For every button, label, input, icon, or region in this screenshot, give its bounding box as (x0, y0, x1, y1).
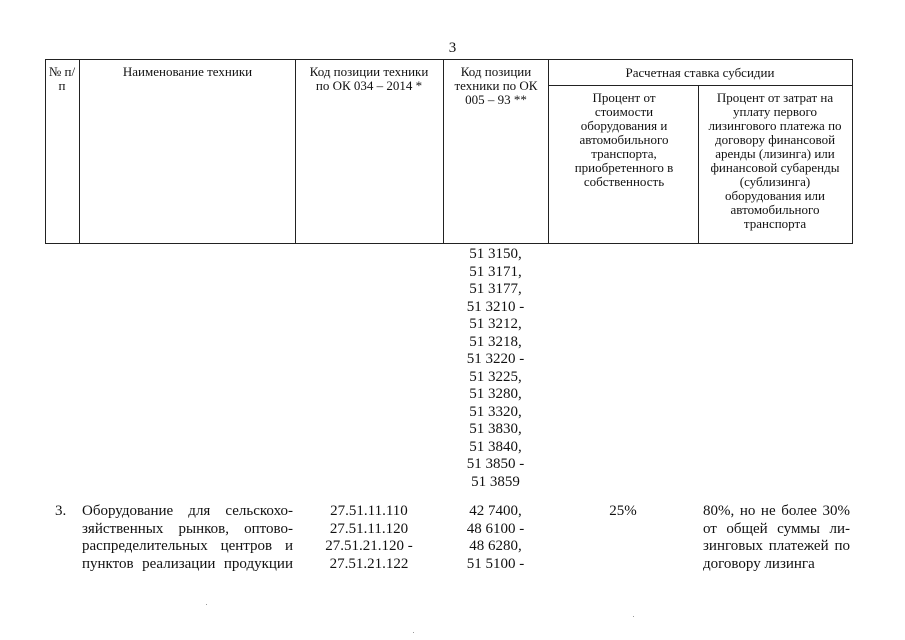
lease-line: договору лизинга (703, 555, 815, 572)
row-number: 3. (55, 503, 67, 519)
row-okp-codes (443, 503, 548, 573)
code-line: 51 3850 - (466, 456, 525, 472)
code-line: 51 3840, (469, 438, 522, 455)
vertical-rule (698, 85, 699, 244)
code-line: 51 5100 - (466, 555, 525, 572)
code-line: 27.51.11.120 (329, 520, 409, 537)
code-line: 51 3280, (469, 386, 522, 402)
vertical-rule (443, 59, 444, 244)
row-rate-lease (703, 503, 850, 573)
lease-line: зинговых платежей по (703, 538, 850, 554)
code-line: 51 3212, (469, 316, 522, 332)
header-bottom-rule (45, 243, 853, 244)
header-okp-code: Код позиции техники по ОК 005 – 93 ** (454, 64, 538, 107)
header-subsidy-rate: Расчетная ставка субсидии (625, 65, 775, 80)
code-line: 51 3218, (469, 333, 522, 350)
rate-subheader-rule (548, 85, 853, 86)
name-line: Оборудование для сельскохо- (82, 503, 293, 519)
code-line: 51 3150, (469, 246, 522, 262)
header-rate-purchase: Процент от стоимости оборудования и автомобильного транспорта, приобретенного в собственность (574, 90, 674, 189)
vertical-rule (45, 59, 46, 244)
code-line: 27.51.21.122 (329, 555, 409, 572)
code-line: 48 6100 - (466, 520, 525, 537)
scan-speck (633, 616, 634, 617)
vertical-rule (548, 59, 549, 244)
name-line: распределительных центров и (82, 538, 293, 554)
page-number: 3 (448, 40, 457, 56)
row-rate-purchase: 25% (609, 503, 637, 519)
code-line: 42 7400, (469, 503, 522, 519)
code-line: 27.51.11.110 (330, 503, 408, 519)
row-okpd-codes (305, 503, 433, 573)
header-rate-lease: Процент от затрат на уплату первого лизингового платежа по договору финансовой аренды (лизинга) или финансовой субаренды (сублизинга) оборудования или автомобильного транспорта (708, 90, 842, 231)
continuation-codes (443, 246, 548, 491)
header-number: № п/п (48, 64, 76, 93)
code-line: 51 3220 - (466, 351, 525, 367)
header-name: Наименование техники (122, 64, 253, 79)
code-line: 51 3210 - (466, 298, 525, 315)
code-line: 51 3830, (469, 421, 522, 437)
code-line: 51 3225, (469, 368, 522, 385)
lease-line: 80%, но не более 30% (703, 503, 850, 519)
code-line: 48 6280, (469, 538, 522, 554)
code-line: 51 3171, (469, 263, 522, 280)
code-line: 51 3859 (471, 473, 520, 490)
scan-speck (206, 604, 207, 605)
code-line: 51 3177, (469, 281, 522, 297)
code-line: 51 3320, (469, 403, 522, 420)
scan-speck (413, 632, 414, 633)
vertical-rule (79, 59, 80, 244)
vertical-rule (295, 59, 296, 244)
name-line: зяйственных рынков, оптово- (82, 520, 293, 537)
header-okpd-code: Код позиции техники по ОК 034 – 2014 * (309, 64, 429, 93)
vertical-rule (852, 59, 853, 244)
row-equipment-name (82, 503, 293, 573)
lease-line: от общей суммы ли- (703, 520, 850, 537)
code-line: 27.51.21.120 - (325, 538, 413, 554)
header-top-rule (45, 59, 853, 60)
name-line: пунктов реализации продукции (82, 555, 293, 572)
